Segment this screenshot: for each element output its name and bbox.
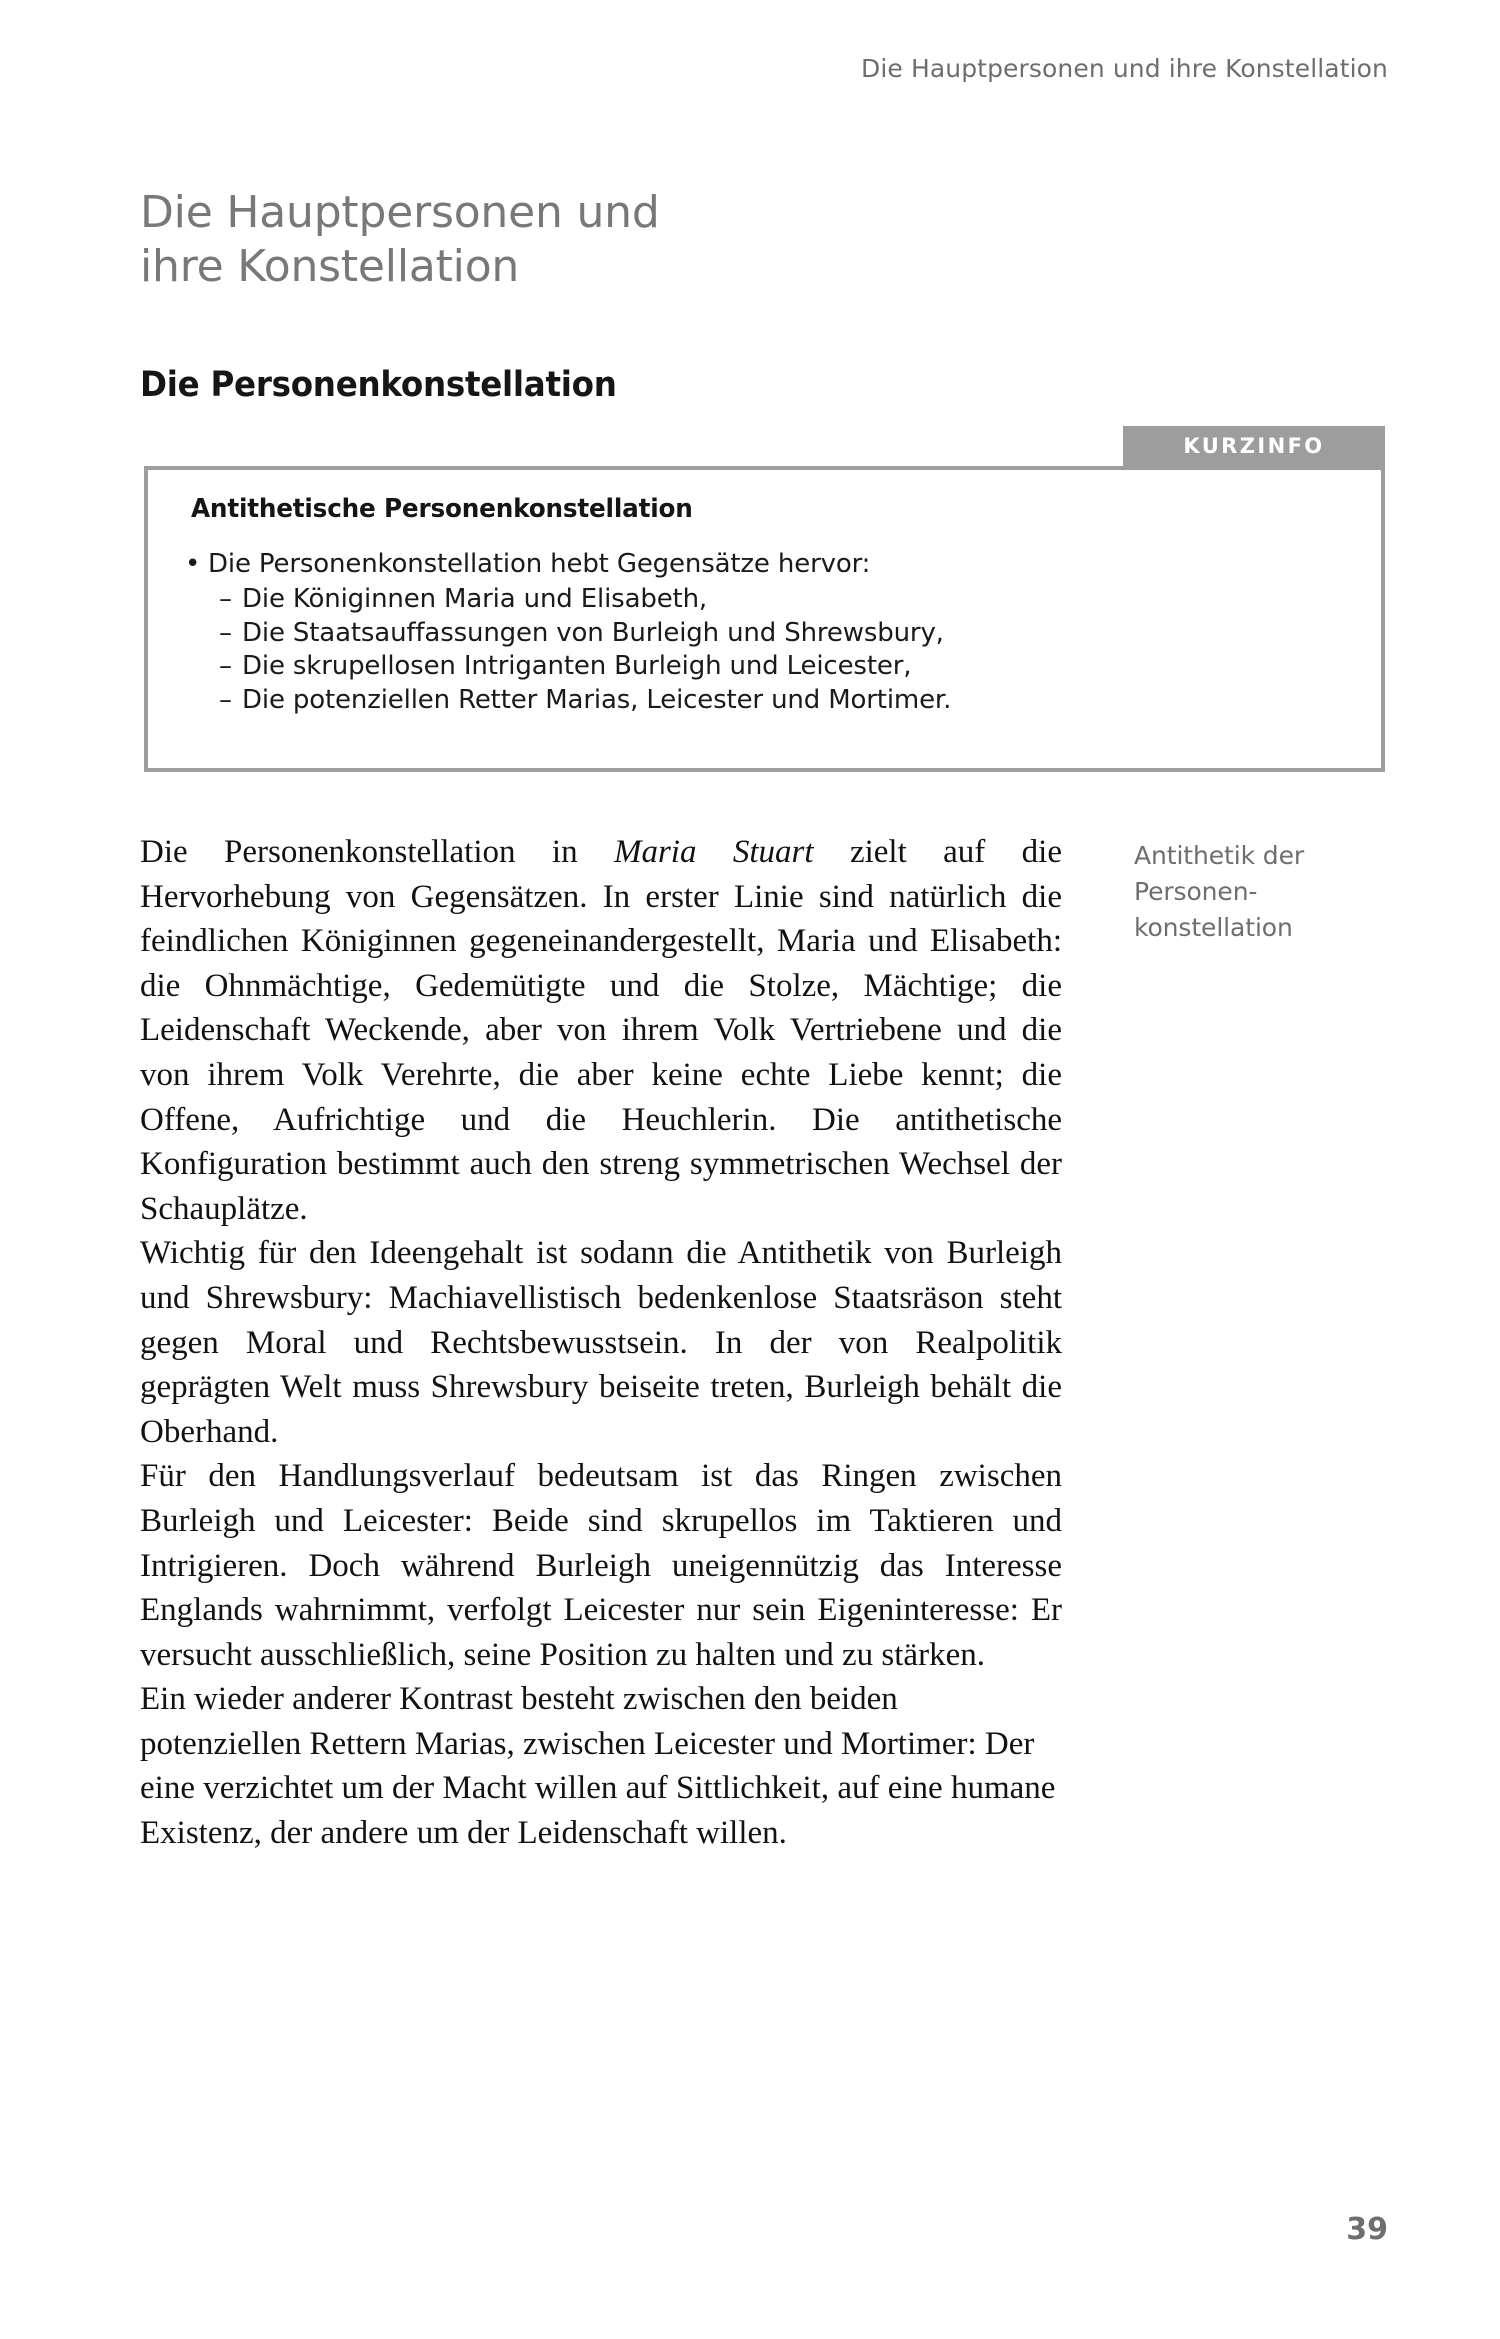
page-number: 39 xyxy=(1346,2212,1388,2247)
kurzinfo-sub-list xyxy=(168,583,1371,718)
paragraph-text-after-title: zielt auf die Hervorhebung von Gegensätzen. In erster Linie sind natürlich die feindlichen Königinnen gegeneinandergestellt, Maria und Elisabeth: die Ohnmächtige, Gedemütigte und die Stolze, Mächtige; die Leidenschaft Weckende, aber von ihrem Volk Vertriebene und die von ihrem Volk Verehrte, die aber keine echte Liebe kennt; die Offene, Aufrichtige und die Heuchlerin. Die antithetische Konfiguration bestimmt auch den streng symmetrischen Wechsel der Schauplätze. xyxy=(140,834,1062,1227)
dash-marker-icon: – xyxy=(219,685,232,716)
list-item-label: Die Personenkonstellation hebt Gegensätze hervor: xyxy=(208,549,871,579)
list-item xyxy=(168,583,1371,617)
kurzinfo-box-title: Antithetische Personenkonstellation xyxy=(191,494,693,524)
list-item xyxy=(168,650,1371,684)
body-paragraph: Wichtig für den Ideengehalt ist sodann die Antithetik von Burleigh und Shrewsbury: Machiavellistisch bedenkenlose Staatsräson steht gegen Moral und Rechtsbewusstsein. In der von Realpolitik geprägten Welt muss Shrewsbury beiseite treten, Burleigh behält die Oberhand. xyxy=(140,1235,1062,1450)
margin-note xyxy=(1134,838,1414,946)
margin-note-line-2: Personen- xyxy=(1134,877,1258,906)
body-paragraph: Für den Handlungsverlauf bedeutsam ist das Ringen zwischen Burleigh und Leicester: Beide sind skrupellos im Taktieren und Intrigieren. Doch während Burleigh uneigennützig das Interesse Englands wahrnimmt, verfolgt Leicester nur sein Eigeninteresse: Er versucht ausschließlich, seine Position zu halten und zu stärken. xyxy=(140,1458,1062,1673)
dash-marker-icon: – xyxy=(219,617,232,648)
list-item-label: Die skrupellosen Intriganten Burleigh und Leicester, xyxy=(242,651,912,682)
bullet-marker-icon: • xyxy=(185,549,201,579)
body-text-column xyxy=(140,830,1062,1856)
kurzinfo-box xyxy=(144,466,1385,772)
running-header: Die Hauptpersonen und ihre Konstellation xyxy=(861,54,1388,83)
margin-note-line-1: Antithetik der xyxy=(1134,841,1305,870)
section-heading: Die Personenkonstellation xyxy=(140,365,617,405)
page-title-line-1: Die Hauptpersonen und xyxy=(140,187,660,238)
dash-marker-icon: – xyxy=(219,651,232,682)
list-item-label: Die potenziellen Retter Marias, Leicester und Mortimer. xyxy=(242,685,952,716)
margin-note-line-3: konstellation xyxy=(1134,913,1293,942)
paragraph-text-before-title: Die Personenkonstellation in xyxy=(140,834,614,870)
list-item-label: Die Staatsauffassungen von Burleigh und Shrewsbury, xyxy=(242,617,944,648)
dash-marker-icon: – xyxy=(219,583,232,614)
list-item xyxy=(168,548,1371,582)
list-item-label: Die Königinnen Maria und Elisabeth, xyxy=(242,583,708,614)
body-paragraph xyxy=(140,830,1062,1231)
body-paragraph: Ein wieder anderer Kontrast besteht zwischen den beiden potenziellen Rettern Marias, zwischen Leicester und Mortimer: Der eine verzichtet um der Macht willen auf Sittlichkeit, auf eine humane Existenz, der andere um der Leidenschaft willen. xyxy=(140,1681,1056,1852)
kurzinfo-tab-label: KURZINFO xyxy=(1123,426,1385,466)
work-title-italic: Maria Stuart xyxy=(613,834,814,870)
kurzinfo-list xyxy=(168,548,1371,718)
page-title xyxy=(140,186,1040,294)
list-item xyxy=(168,617,1371,651)
page-title-line-2: ihre Konstellation xyxy=(140,241,520,293)
list-item xyxy=(168,684,1371,718)
